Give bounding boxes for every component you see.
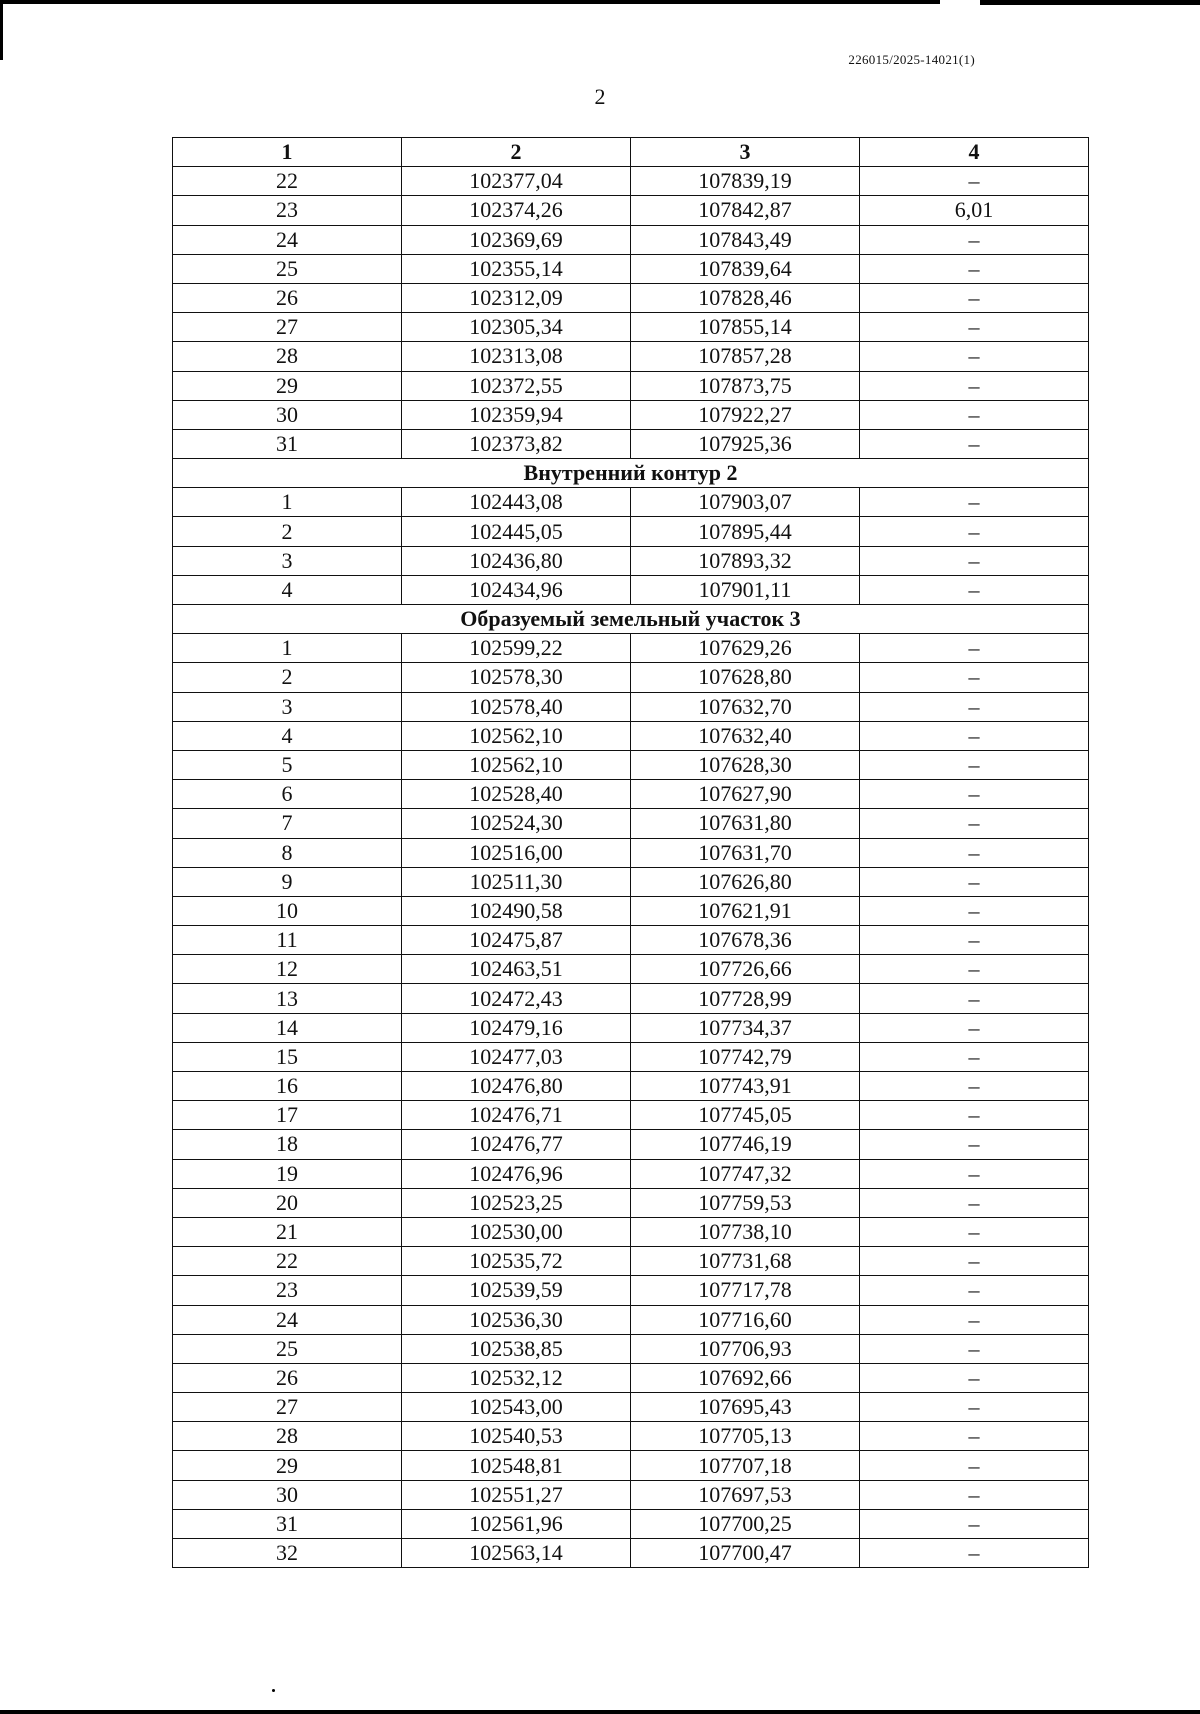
point-number-cell: 22 <box>173 167 402 196</box>
point-number-cell: 12 <box>173 955 402 984</box>
x-coordinate-cell: 102540,53 <box>402 1422 631 1451</box>
y-coordinate-cell: 107728,99 <box>631 984 860 1013</box>
value-cell: – <box>860 634 1089 663</box>
scan-top-edge-right <box>980 0 1200 5</box>
point-number-cell: 25 <box>173 1334 402 1363</box>
point-number-cell: 30 <box>173 1480 402 1509</box>
point-number-cell: 2 <box>173 663 402 692</box>
point-number-cell: 28 <box>173 342 402 371</box>
table-row <box>173 1451 1089 1480</box>
x-coordinate-cell: 102578,30 <box>402 663 631 692</box>
y-coordinate-cell: 107903,07 <box>631 488 860 517</box>
coordinates-table <box>172 137 1089 1568</box>
x-coordinate-cell: 102373,82 <box>402 429 631 458</box>
table-row <box>173 750 1089 779</box>
y-coordinate-cell: 107726,66 <box>631 955 860 984</box>
y-coordinate-cell: 107855,14 <box>631 313 860 342</box>
table-row <box>173 546 1089 575</box>
value-cell: – <box>860 1130 1089 1159</box>
x-coordinate-cell: 102476,96 <box>402 1159 631 1188</box>
point-number-cell: 3 <box>173 546 402 575</box>
x-coordinate-cell: 102535,72 <box>402 1247 631 1276</box>
y-coordinate-cell: 107707,18 <box>631 1451 860 1480</box>
x-coordinate-cell: 102532,12 <box>402 1363 631 1392</box>
point-number-cell: 30 <box>173 400 402 429</box>
y-coordinate-cell: 107632,40 <box>631 721 860 750</box>
x-coordinate-cell: 102472,43 <box>402 984 631 1013</box>
table-row <box>173 1101 1089 1130</box>
value-cell: 6,01 <box>860 196 1089 225</box>
x-coordinate-cell: 102445,05 <box>402 517 631 546</box>
x-coordinate-cell: 102355,14 <box>402 254 631 283</box>
y-coordinate-cell: 107632,70 <box>631 692 860 721</box>
point-number-cell: 28 <box>173 1422 402 1451</box>
table-row <box>173 926 1089 955</box>
value-cell: – <box>860 692 1089 721</box>
table-row <box>173 1422 1089 1451</box>
table-row <box>173 1539 1089 1568</box>
y-coordinate-cell: 107922,27 <box>631 400 860 429</box>
x-coordinate-cell: 102359,94 <box>402 400 631 429</box>
value-cell: – <box>860 1276 1089 1305</box>
scan-top-edge <box>0 0 940 4</box>
value-cell: – <box>860 313 1089 342</box>
table-row <box>173 342 1089 371</box>
x-coordinate-cell: 102578,40 <box>402 692 631 721</box>
value-cell: – <box>860 721 1089 750</box>
table-row <box>173 984 1089 1013</box>
point-number-cell: 18 <box>173 1130 402 1159</box>
value-cell: – <box>860 1042 1089 1071</box>
x-coordinate-cell: 102443,08 <box>402 488 631 517</box>
section-row <box>173 459 1089 488</box>
y-coordinate-cell: 107734,37 <box>631 1013 860 1042</box>
table-row <box>173 1013 1089 1042</box>
table-row <box>173 1188 1089 1217</box>
y-coordinate-cell: 107706,93 <box>631 1334 860 1363</box>
point-number-cell: 13 <box>173 984 402 1013</box>
x-coordinate-cell: 102476,80 <box>402 1072 631 1101</box>
column-header: 1 <box>173 138 402 167</box>
point-number-cell: 19 <box>173 1159 402 1188</box>
x-coordinate-cell: 102490,58 <box>402 896 631 925</box>
value-cell: – <box>860 1393 1089 1422</box>
value-cell: – <box>860 984 1089 1013</box>
point-number-cell: 10 <box>173 896 402 925</box>
value-cell: – <box>860 429 1089 458</box>
y-coordinate-cell: 107839,19 <box>631 167 860 196</box>
point-number-cell: 21 <box>173 1217 402 1246</box>
x-coordinate-cell: 102599,22 <box>402 634 631 663</box>
value-cell: – <box>860 517 1089 546</box>
x-coordinate-cell: 102511,30 <box>402 867 631 896</box>
point-number-cell: 26 <box>173 283 402 312</box>
point-number-cell: 29 <box>173 371 402 400</box>
value-cell: – <box>860 167 1089 196</box>
table-row <box>173 313 1089 342</box>
point-number-cell: 9 <box>173 867 402 896</box>
y-coordinate-cell: 107742,79 <box>631 1042 860 1071</box>
table-row <box>173 1247 1089 1276</box>
y-coordinate-cell: 107695,43 <box>631 1393 860 1422</box>
x-coordinate-cell: 102543,00 <box>402 1393 631 1422</box>
point-number-cell: 5 <box>173 750 402 779</box>
value-cell: – <box>860 955 1089 984</box>
point-number-cell: 32 <box>173 1539 402 1568</box>
table-row <box>173 1159 1089 1188</box>
y-coordinate-cell: 107873,75 <box>631 371 860 400</box>
point-number-cell: 3 <box>173 692 402 721</box>
point-number-cell: 11 <box>173 926 402 955</box>
point-number-cell: 27 <box>173 1393 402 1422</box>
y-coordinate-cell: 107759,53 <box>631 1188 860 1217</box>
point-number-cell: 1 <box>173 488 402 517</box>
table-row <box>173 838 1089 867</box>
value-cell: – <box>860 1422 1089 1451</box>
value-cell: – <box>860 283 1089 312</box>
y-coordinate-cell: 107925,36 <box>631 429 860 458</box>
y-coordinate-cell: 107629,26 <box>631 634 860 663</box>
value-cell: – <box>860 400 1089 429</box>
table-row <box>173 1305 1089 1334</box>
x-coordinate-cell: 102530,00 <box>402 1217 631 1246</box>
document-number: 226015/2025-14021(1) <box>848 52 975 67</box>
y-coordinate-cell: 107895,44 <box>631 517 860 546</box>
value-cell: – <box>860 1480 1089 1509</box>
value-cell: – <box>860 1509 1089 1538</box>
value-cell: – <box>860 809 1089 838</box>
x-coordinate-cell: 102475,87 <box>402 926 631 955</box>
value-cell: – <box>860 867 1089 896</box>
table-row <box>173 196 1089 225</box>
y-coordinate-cell: 107828,46 <box>631 283 860 312</box>
y-coordinate-cell: 107631,70 <box>631 838 860 867</box>
table-row <box>173 254 1089 283</box>
value-cell: – <box>860 1217 1089 1246</box>
value-cell: – <box>860 488 1089 517</box>
y-coordinate-cell: 107692,66 <box>631 1363 860 1392</box>
table-row <box>173 1276 1089 1305</box>
x-coordinate-cell: 102551,27 <box>402 1480 631 1509</box>
point-number-cell: 23 <box>173 1276 402 1305</box>
table-row <box>173 400 1089 429</box>
point-number-cell: 17 <box>173 1101 402 1130</box>
table-row <box>173 867 1089 896</box>
y-coordinate-cell: 107901,11 <box>631 575 860 604</box>
point-number-cell: 22 <box>173 1247 402 1276</box>
value-cell: – <box>860 926 1089 955</box>
value-cell: – <box>860 575 1089 604</box>
value-cell: – <box>860 1159 1089 1188</box>
y-coordinate-cell: 107700,25 <box>631 1509 860 1538</box>
table-row <box>173 1509 1089 1538</box>
point-number-cell: 6 <box>173 780 402 809</box>
y-coordinate-cell: 107738,10 <box>631 1217 860 1246</box>
point-number-cell: 24 <box>173 1305 402 1334</box>
value-cell: – <box>860 1539 1089 1568</box>
table-row <box>173 663 1089 692</box>
table-row <box>173 575 1089 604</box>
y-coordinate-cell: 107857,28 <box>631 342 860 371</box>
point-number-cell: 27 <box>173 313 402 342</box>
point-number-cell: 4 <box>173 575 402 604</box>
value-cell: – <box>860 1101 1089 1130</box>
table-header-row <box>173 138 1089 167</box>
x-coordinate-cell: 102305,34 <box>402 313 631 342</box>
x-coordinate-cell: 102523,25 <box>402 1188 631 1217</box>
table-row <box>173 1480 1089 1509</box>
value-cell: – <box>860 342 1089 371</box>
x-coordinate-cell: 102562,10 <box>402 721 631 750</box>
table-row <box>173 1072 1089 1101</box>
section-title: Образуемый земельный участок 3 <box>173 605 1089 634</box>
point-number-cell: 26 <box>173 1363 402 1392</box>
table-row <box>173 721 1089 750</box>
value-cell: – <box>860 371 1089 400</box>
value-cell: – <box>860 1013 1089 1042</box>
point-number-cell: 7 <box>173 809 402 838</box>
x-coordinate-cell: 102562,10 <box>402 750 631 779</box>
column-header: 2 <box>402 138 631 167</box>
x-coordinate-cell: 102436,80 <box>402 546 631 575</box>
value-cell: – <box>860 750 1089 779</box>
point-number-cell: 1 <box>173 634 402 663</box>
y-coordinate-cell: 107731,68 <box>631 1247 860 1276</box>
table-row <box>173 1042 1089 1071</box>
table-row <box>173 517 1089 546</box>
y-coordinate-cell: 107621,91 <box>631 896 860 925</box>
y-coordinate-cell: 107717,78 <box>631 1276 860 1305</box>
scan-bottom-edge <box>0 1710 1200 1714</box>
value-cell: – <box>860 1451 1089 1480</box>
point-number-cell: 31 <box>173 429 402 458</box>
y-coordinate-cell: 107628,80 <box>631 663 860 692</box>
table-row <box>173 1363 1089 1392</box>
scan-speck <box>272 1689 275 1692</box>
table-row <box>173 1130 1089 1159</box>
value-cell: – <box>860 838 1089 867</box>
x-coordinate-cell: 102374,26 <box>402 196 631 225</box>
section-row <box>173 605 1089 634</box>
x-coordinate-cell: 102476,77 <box>402 1130 631 1159</box>
x-coordinate-cell: 102476,71 <box>402 1101 631 1130</box>
x-coordinate-cell: 102477,03 <box>402 1042 631 1071</box>
value-cell: – <box>860 780 1089 809</box>
value-cell: – <box>860 1334 1089 1363</box>
table-row <box>173 1217 1089 1246</box>
table-row <box>173 283 1089 312</box>
x-coordinate-cell: 102524,30 <box>402 809 631 838</box>
table-row <box>173 896 1089 925</box>
y-coordinate-cell: 107839,64 <box>631 254 860 283</box>
value-cell: – <box>860 1072 1089 1101</box>
y-coordinate-cell: 107631,80 <box>631 809 860 838</box>
y-coordinate-cell: 107893,32 <box>631 546 860 575</box>
y-coordinate-cell: 107842,87 <box>631 196 860 225</box>
page-number: 2 <box>594 84 606 109</box>
column-header: 3 <box>631 138 860 167</box>
y-coordinate-cell: 107705,13 <box>631 1422 860 1451</box>
column-header: 4 <box>860 138 1089 167</box>
value-cell: – <box>860 254 1089 283</box>
x-coordinate-cell: 102463,51 <box>402 955 631 984</box>
y-coordinate-cell: 107716,60 <box>631 1305 860 1334</box>
section-title: Внутренний контур 2 <box>173 459 1089 488</box>
point-number-cell: 31 <box>173 1509 402 1538</box>
point-number-cell: 23 <box>173 196 402 225</box>
point-number-cell: 29 <box>173 1451 402 1480</box>
point-number-cell: 8 <box>173 838 402 867</box>
point-number-cell: 20 <box>173 1188 402 1217</box>
x-coordinate-cell: 102536,30 <box>402 1305 631 1334</box>
x-coordinate-cell: 102377,04 <box>402 167 631 196</box>
y-coordinate-cell: 107678,36 <box>631 926 860 955</box>
value-cell: – <box>860 1305 1089 1334</box>
table-row <box>173 488 1089 517</box>
x-coordinate-cell: 102434,96 <box>402 575 631 604</box>
table-row <box>173 1393 1089 1422</box>
y-coordinate-cell: 107697,53 <box>631 1480 860 1509</box>
y-coordinate-cell: 107843,49 <box>631 225 860 254</box>
y-coordinate-cell: 107628,30 <box>631 750 860 779</box>
x-coordinate-cell: 102372,55 <box>402 371 631 400</box>
x-coordinate-cell: 102313,08 <box>402 342 631 371</box>
point-number-cell: 25 <box>173 254 402 283</box>
value-cell: – <box>860 1188 1089 1217</box>
point-number-cell: 15 <box>173 1042 402 1071</box>
table-row <box>173 225 1089 254</box>
value-cell: – <box>860 1247 1089 1276</box>
table-row <box>173 692 1089 721</box>
point-number-cell: 14 <box>173 1013 402 1042</box>
point-number-cell: 16 <box>173 1072 402 1101</box>
y-coordinate-cell: 107743,91 <box>631 1072 860 1101</box>
value-cell: – <box>860 546 1089 575</box>
y-coordinate-cell: 107746,19 <box>631 1130 860 1159</box>
table-row <box>173 955 1089 984</box>
table-row <box>173 371 1089 400</box>
x-coordinate-cell: 102369,69 <box>402 225 631 254</box>
scan-left-edge <box>0 0 3 60</box>
x-coordinate-cell: 102548,81 <box>402 1451 631 1480</box>
x-coordinate-cell: 102538,85 <box>402 1334 631 1363</box>
table-row <box>173 634 1089 663</box>
x-coordinate-cell: 102563,14 <box>402 1539 631 1568</box>
table-body <box>173 167 1089 1568</box>
y-coordinate-cell: 107747,32 <box>631 1159 860 1188</box>
value-cell: – <box>860 1363 1089 1392</box>
y-coordinate-cell: 107700,47 <box>631 1539 860 1568</box>
x-coordinate-cell: 102528,40 <box>402 780 631 809</box>
x-coordinate-cell: 102516,00 <box>402 838 631 867</box>
table-row <box>173 1334 1089 1363</box>
x-coordinate-cell: 102539,59 <box>402 1276 631 1305</box>
value-cell: – <box>860 896 1089 925</box>
table-row <box>173 429 1089 458</box>
y-coordinate-cell: 107627,90 <box>631 780 860 809</box>
y-coordinate-cell: 107745,05 <box>631 1101 860 1130</box>
point-number-cell: 4 <box>173 721 402 750</box>
x-coordinate-cell: 102479,16 <box>402 1013 631 1042</box>
point-number-cell: 2 <box>173 517 402 546</box>
table-row <box>173 167 1089 196</box>
table-row <box>173 809 1089 838</box>
x-coordinate-cell: 102312,09 <box>402 283 631 312</box>
y-coordinate-cell: 107626,80 <box>631 867 860 896</box>
value-cell: – <box>860 225 1089 254</box>
x-coordinate-cell: 102561,96 <box>402 1509 631 1538</box>
point-number-cell: 24 <box>173 225 402 254</box>
table-row <box>173 780 1089 809</box>
value-cell: – <box>860 663 1089 692</box>
